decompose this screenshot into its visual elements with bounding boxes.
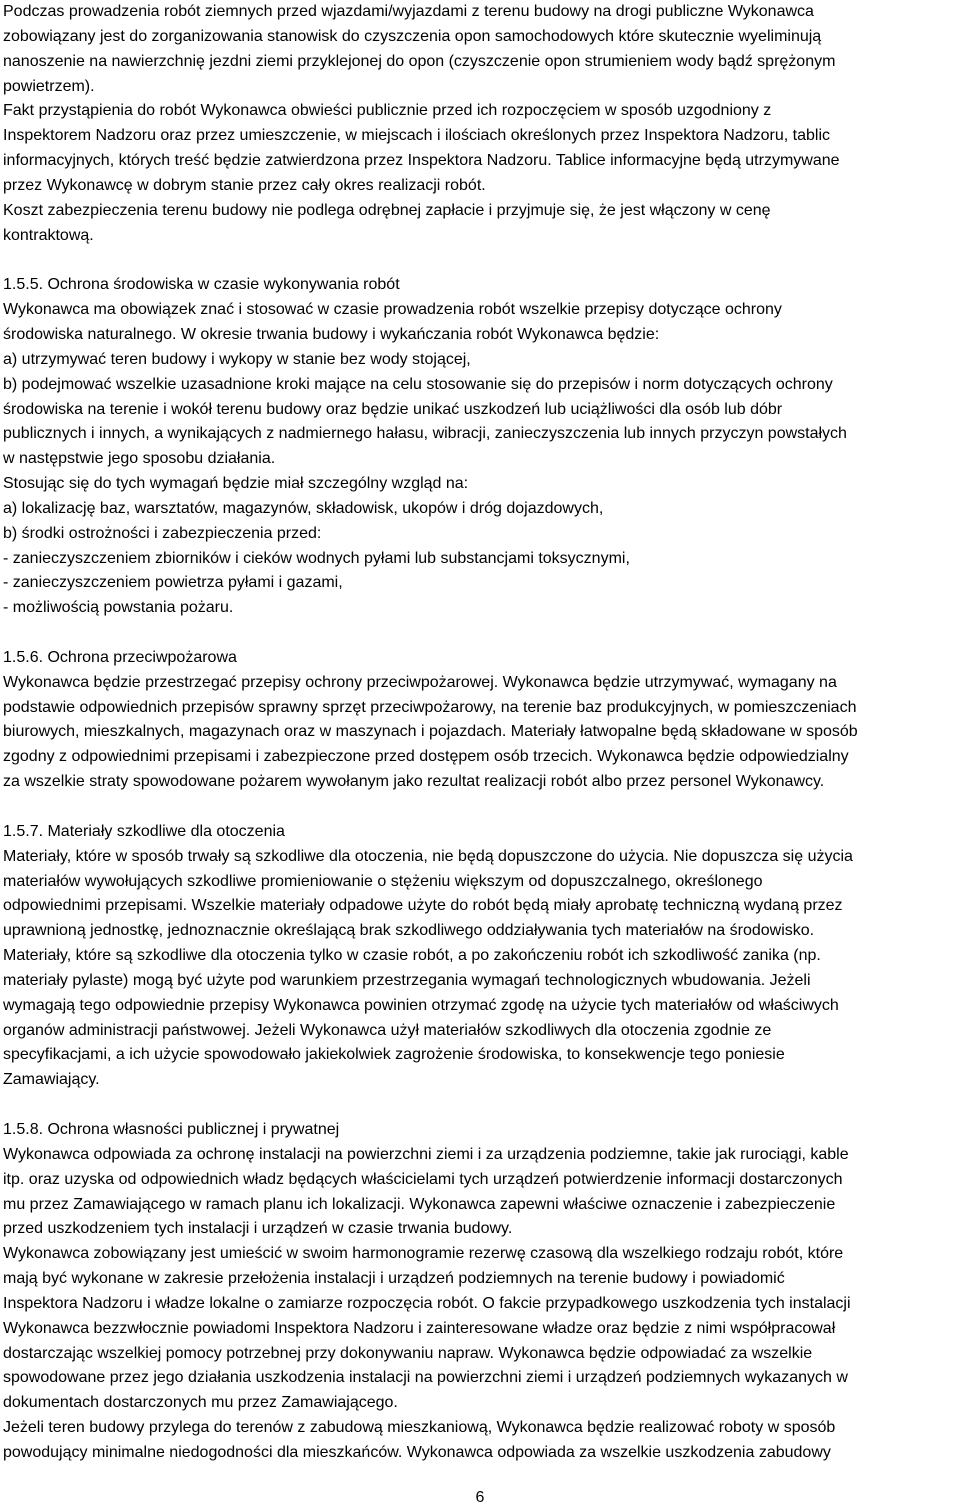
text-line: dokumentach dostarczonych mu przez Zamawiającego. bbox=[3, 1394, 398, 1412]
text-line: podstawie odpowiednich przepisów sprawny sprzęt przeciwpożarowy, na terenie baz produkcyjnych, w pomieszczeniach bbox=[3, 698, 857, 716]
text-line: publicznych i innych, a wynikających z nadmiernego hałasu, wibracji, zanieczyszczenia lub innych przyczyn powstałych bbox=[3, 425, 847, 443]
text-line: środowiska naturalnego. W okresie trwania budowy i wykańczania robót Wykonawca będzie: bbox=[3, 325, 660, 343]
text-line: a) utrzymywać teren budowy i wykopy w stanie bez wody stojącej, bbox=[3, 350, 471, 368]
text-line: specyfikacjami, a ich użycie spowodowało jakiekolwiek zagrożenie środowiska, to konsekwencje tego poniesie bbox=[3, 1046, 785, 1064]
paragraph-gap bbox=[3, 621, 952, 646]
text-line: Wykonawca odpowiada za ochronę instalacji na powierzchni ziemi i za urządzenia podziemne, takie jak rurociągi, kable bbox=[3, 1145, 849, 1163]
page-number: 6 bbox=[475, 1489, 485, 1506]
text-line: biurowych, mieszkalnych, magazynach oraz w maszynach i pojazdach. Materiały łatwopalne będą składowane w sposób bbox=[3, 723, 858, 741]
text-line: Koszt zabezpieczenia terenu budowy nie podlega odrębnej zapłacie i przyjmuje się, że jest włączony w cenę bbox=[3, 201, 771, 219]
text-line: Wykonawca ma obowiązek znać i stosować w czasie prowadzenia robót wszelkie przepisy dotyczące ochrony bbox=[3, 301, 782, 319]
text-line: - zanieczyszczeniem zbiorników i cieków wodnych pyłami lub substancjami toksycznymi, bbox=[3, 549, 630, 567]
text-line: Inspektora Nadzoru i władze lokalne o zamiarze rozpoczęcia robót. O fakcie przypadkowego uszkodzenia tych instalacji bbox=[3, 1294, 851, 1312]
text-line: Wykonawca będzie przestrzegać przepisy ochrony przeciwpożarowej. Wykonawca będzie utrzymywać, wymagany na bbox=[3, 673, 837, 691]
text-line: Materiały, które są szkodliwe dla otoczenia tylko w czasie robót, a po zakończeniu robót ich szkodliwość zanika (np. bbox=[3, 947, 821, 965]
text-line: Jeżeli teren budowy przylega do terenów z zabudową mieszkaniową, Wykonawca będzie realizować roboty w sposób bbox=[3, 1419, 836, 1437]
paragraph-gap bbox=[3, 1093, 952, 1118]
text-line: za wszelkie straty spowodowane pożarem wywołanym jako rezultat realizacji robót albo przez personel Wykonawcy. bbox=[3, 773, 825, 791]
text-line: środowiska na terenie i wokół terenu budowy oraz będzie unikać uszkodzeń lub uciążliwości dla osób lub dóbr bbox=[3, 400, 783, 418]
text-line: nanoszenie na nawierzchnię jezdni ziemi przyklejonej do opon (czyszczenie opon strumieniem wody bądź sprężonym bbox=[3, 52, 836, 70]
paragraph-gap bbox=[3, 248, 952, 273]
text-line: Zamawiający. bbox=[3, 1071, 100, 1089]
text-line: przez Wykonawcę w dobrym stanie przez cały okres realizacji robót. bbox=[3, 176, 486, 194]
text-line: kontraktową. bbox=[3, 226, 94, 244]
text-line: Inspektorem Nadzoru oraz przez umieszczenie, w miejscach i ilościach określonych przez Inspektora Nadzoru, tablic bbox=[3, 127, 831, 145]
text-line: - możliwością powstania pożaru. bbox=[3, 599, 234, 617]
text-line: uprawnioną jednostkę, jednoznacznie określającą brak szkodliwego oddziaływania tych materiałów na środowisko. bbox=[3, 922, 815, 940]
section-heading: 1.5.5. Ochrona środowiska w czasie wykonywania robót bbox=[3, 276, 400, 294]
text-line: materiałów wywołujących szkodliwe promieniowanie o stężeniu większym od dopuszczalnego, określonego bbox=[3, 872, 763, 890]
text-line: powodujący minimalne niedogodności dla mieszkańców. Wykonawca odpowiada za wszelkie uszkodzenia zabudowy bbox=[3, 1443, 831, 1461]
text-line: spowodowane przez jego działania uszkodzenia instalacji na powierzchni ziemi i urządzeń podziemnych wykazanych w bbox=[3, 1369, 848, 1387]
text-line: Fakt przystąpienia do robót Wykonawca obwieści publicznie przed ich rozpoczęciem w sposób uzgodniony z bbox=[3, 102, 772, 120]
text-line: informacyjnych, których treść będzie zatwierdzona przez Inspektora Nadzoru. Tablice informacyjne będą utrzymywane bbox=[3, 152, 840, 170]
section-heading: 1.5.7. Materiały szkodliwe dla otoczenia bbox=[3, 822, 285, 840]
text-line: wymagają tego odpowiednie przepisy Wykonawca powinien otrzymać zgodę na użycie tych materiałów od właściwych bbox=[3, 996, 839, 1014]
text-line: b) podejmować wszelkie uzasadnione kroki mające na celu stosowanie się do przepisów i norm dotyczących ochrony bbox=[3, 375, 833, 393]
text-line: w następstwie jego sposobu działania. bbox=[3, 450, 276, 468]
text-line: zobowiązany jest do zorganizowania stanowisk do czyszczenia opon samochodowych które skutecznie wyeliminują bbox=[3, 27, 822, 45]
section-heading: 1.5.6. Ochrona przeciwpożarowa bbox=[3, 648, 237, 666]
text-line: dostarczając wszelkiej pomocy potrzebnej przy dokonywaniu napraw. Wykonawca będzie odpowiadać za wszelkie bbox=[3, 1344, 813, 1362]
text-line: odpowiednimi przepisami. Wszelkie materiały odpadowe użyte do robót będą miały aprobatę techniczną wydaną przez bbox=[3, 897, 843, 915]
text-line: materiały pylaste) mogą być użyte pod warunkiem przestrzegania wymagań technologicznych wbudowania. Jeżeli bbox=[3, 971, 811, 989]
text-line: Wykonawca bezzwłocznie powiadomi Inspektora Nadzoru i zainteresowane władze oraz będzie z nimi współpracował bbox=[3, 1319, 836, 1337]
text-line: Wykonawca zobowiązany jest umieścić w swoim harmonogramie rezerwę czasową dla wszelkiego rodzaju robót, które bbox=[3, 1245, 844, 1263]
text-line: a) lokalizację baz, warsztatów, magazynów, składowisk, ukopów i dróg dojazdowych, bbox=[3, 499, 604, 517]
text-line: Materiały, które w sposób trwały są szkodliwe dla otoczenia, nie będą dopuszczone do użycia. Nie dopuszcza się użycia bbox=[3, 847, 853, 865]
text-line: b) środki ostrożności i zabezpieczenia przed: bbox=[3, 524, 322, 542]
text-line: przed uszkodzeniem tych instalacji i urządzeń w czasie trwania budowy. bbox=[3, 1220, 513, 1238]
text-line: powietrzem). bbox=[3, 77, 95, 95]
text-line: - zanieczyszczeniem powietrza pyłami i gazami, bbox=[3, 574, 343, 592]
text-line: mają być wykonane w zakresie przełożenia instalacji i urządzeń podziemnych na terenie budowy i powiadomić bbox=[3, 1270, 785, 1288]
document-body bbox=[3, 0, 952, 1466]
section-heading: 1.5.8. Ochrona własności publicznej i prywatnej bbox=[3, 1120, 340, 1138]
text-line: zgodny z odpowiednimi przepisami i zabezpieczone przed dostępem osób trzecich. Wykonawca będzie odpowiedzialny bbox=[3, 748, 849, 766]
text-line: mu przez Zamawiającego w ramach planu ich lokalizacji. Wykonawca zapewni właściwe oznaczenie i zabezpieczenie bbox=[3, 1195, 836, 1213]
text-line: Stosując się do tych wymagań będzie miał szczególny wzgląd na: bbox=[3, 475, 469, 493]
text-line: organów administracji państwowej. Jeżeli Wykonawca użył materiałów szkodliwych dla otoczenia zgodnie ze bbox=[3, 1021, 772, 1039]
text-line: Podczas prowadzenia robót ziemnych przed wjazdami/wyjazdami z terenu budowy na drogi publiczne Wykonawca bbox=[3, 3, 814, 20]
paragraph-gap bbox=[3, 795, 952, 820]
text-line: itp. oraz uzyska od odpowiednich władz będących właścicielami tych urządzeń potwierdzenie informacji dostarczonych bbox=[3, 1170, 843, 1188]
